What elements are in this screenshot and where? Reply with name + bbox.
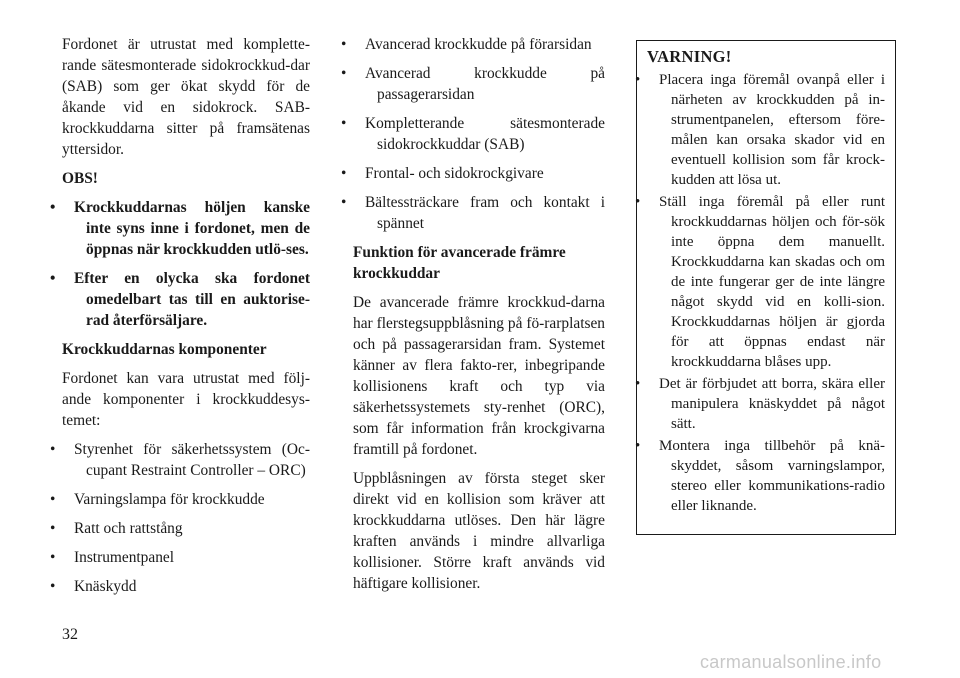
component-item: • Bältessträckare fram och kontakt i spännet <box>353 192 605 234</box>
components-heading: Krockkuddarnas komponenter <box>62 341 267 358</box>
column-right <box>636 40 896 535</box>
warning-item: • Placera inga föremål ovanpå eller i närheten av krockkudden på in-strumentpanelen, eftersom före-målen kan orsaka skador vid en eventuell kollision som får krock-kudden att lösa ut. <box>647 70 885 190</box>
warning-list <box>647 70 885 516</box>
components-list <box>62 439 310 597</box>
intro-paragraph: Fordonet är utrustat med komplette-rande sätesmonterade sidokrockkud-dar (SAB) som ger ökat skydd för de åkande vid en sidokrock. SAB-krockkuddarna sitter på framsätenas yttersidor. <box>62 36 310 158</box>
component-item: • Frontal- och sidokrockgivare <box>353 163 605 184</box>
component-item: • Knäskydd <box>62 576 310 597</box>
component-item: • Ratt och rattstång <box>62 518 310 539</box>
function-heading: Funktion för avancerade främre krockkuddar <box>353 244 566 282</box>
component-item: • Varningslampa för krockkudde <box>62 489 310 510</box>
component-item: • Avancerad krockkudde på passagerarsidan <box>353 63 605 105</box>
component-item: • Styrenhet för säkerhetssystem (Oc-cupant Restraint Controller – ORC) <box>62 439 310 481</box>
function-paragraph-2: Uppblåsningen av första steget sker direkt vid en kollision som kräver att krockkuddarna utlöses. Den här lägre kraften används i mindre allvarliga kollisioner. Större kraft används vid häftigare kollisioner. <box>353 470 605 592</box>
warning-box <box>636 40 896 535</box>
note-item: • Krockkuddarnas höljen kanske inte syns inne i fordonet, men de öppnas när krockkudden utlö-ses. <box>62 197 310 260</box>
component-item: • Kompletterande sätesmonterade sidokrockkuddar (SAB) <box>353 113 605 155</box>
warning-heading: VARNING! <box>647 47 732 66</box>
note-item: • Efter en olycka ska fordonet omedelbart tas till en auktorise-rad återförsäljare. <box>62 268 310 331</box>
page-number: 32 <box>62 626 78 643</box>
column-middle <box>353 34 605 602</box>
function-paragraph-1: De avancerade främre krockkud-darna har flerstegsuppblåsning på fö-rarplatsen och på passagerarsidan fram. Systemet känner av flera fakto-rer, inbegripande kollisionens kraft och typ via säkerhetssystemets sty-renhet (ORC), som får information från krockgivarna framtill på fordonet. <box>353 294 605 458</box>
warning-item: • Ställ inga föremål på eller runt krockkuddarnas höljen och för-sök inte öppna dem manuellt. Krockkuddarna kan skadas och om de inte fungerar ger de inte längre något skydd vid en kolli-sion. Krockkuddarnas höljen är gjorda för att öppnas endast när krockkuddarna blåses upp. <box>647 192 885 372</box>
component-item: • Instrumentpanel <box>62 547 310 568</box>
warning-item: • Montera inga tillbehör på knä-skyddet, såsom varningslampor, stereo eller kommunikations-radio eller liknande. <box>647 436 885 516</box>
watermark: carmanualsonline.info <box>700 652 882 672</box>
warning-item: • Det är förbjudet att borra, skära eller manipulera knäskyddet på något sätt. <box>647 374 885 434</box>
components-intro: Fordonet kan vara utrustat med följ-ande komponenter i krockkuddesys-temet: <box>62 370 310 429</box>
note-heading: OBS! <box>62 170 98 187</box>
column-left <box>62 34 310 605</box>
components-list-continued <box>353 34 605 234</box>
note-list <box>62 197 310 331</box>
component-item: • Avancerad krockkudde på förarsidan <box>353 34 605 55</box>
